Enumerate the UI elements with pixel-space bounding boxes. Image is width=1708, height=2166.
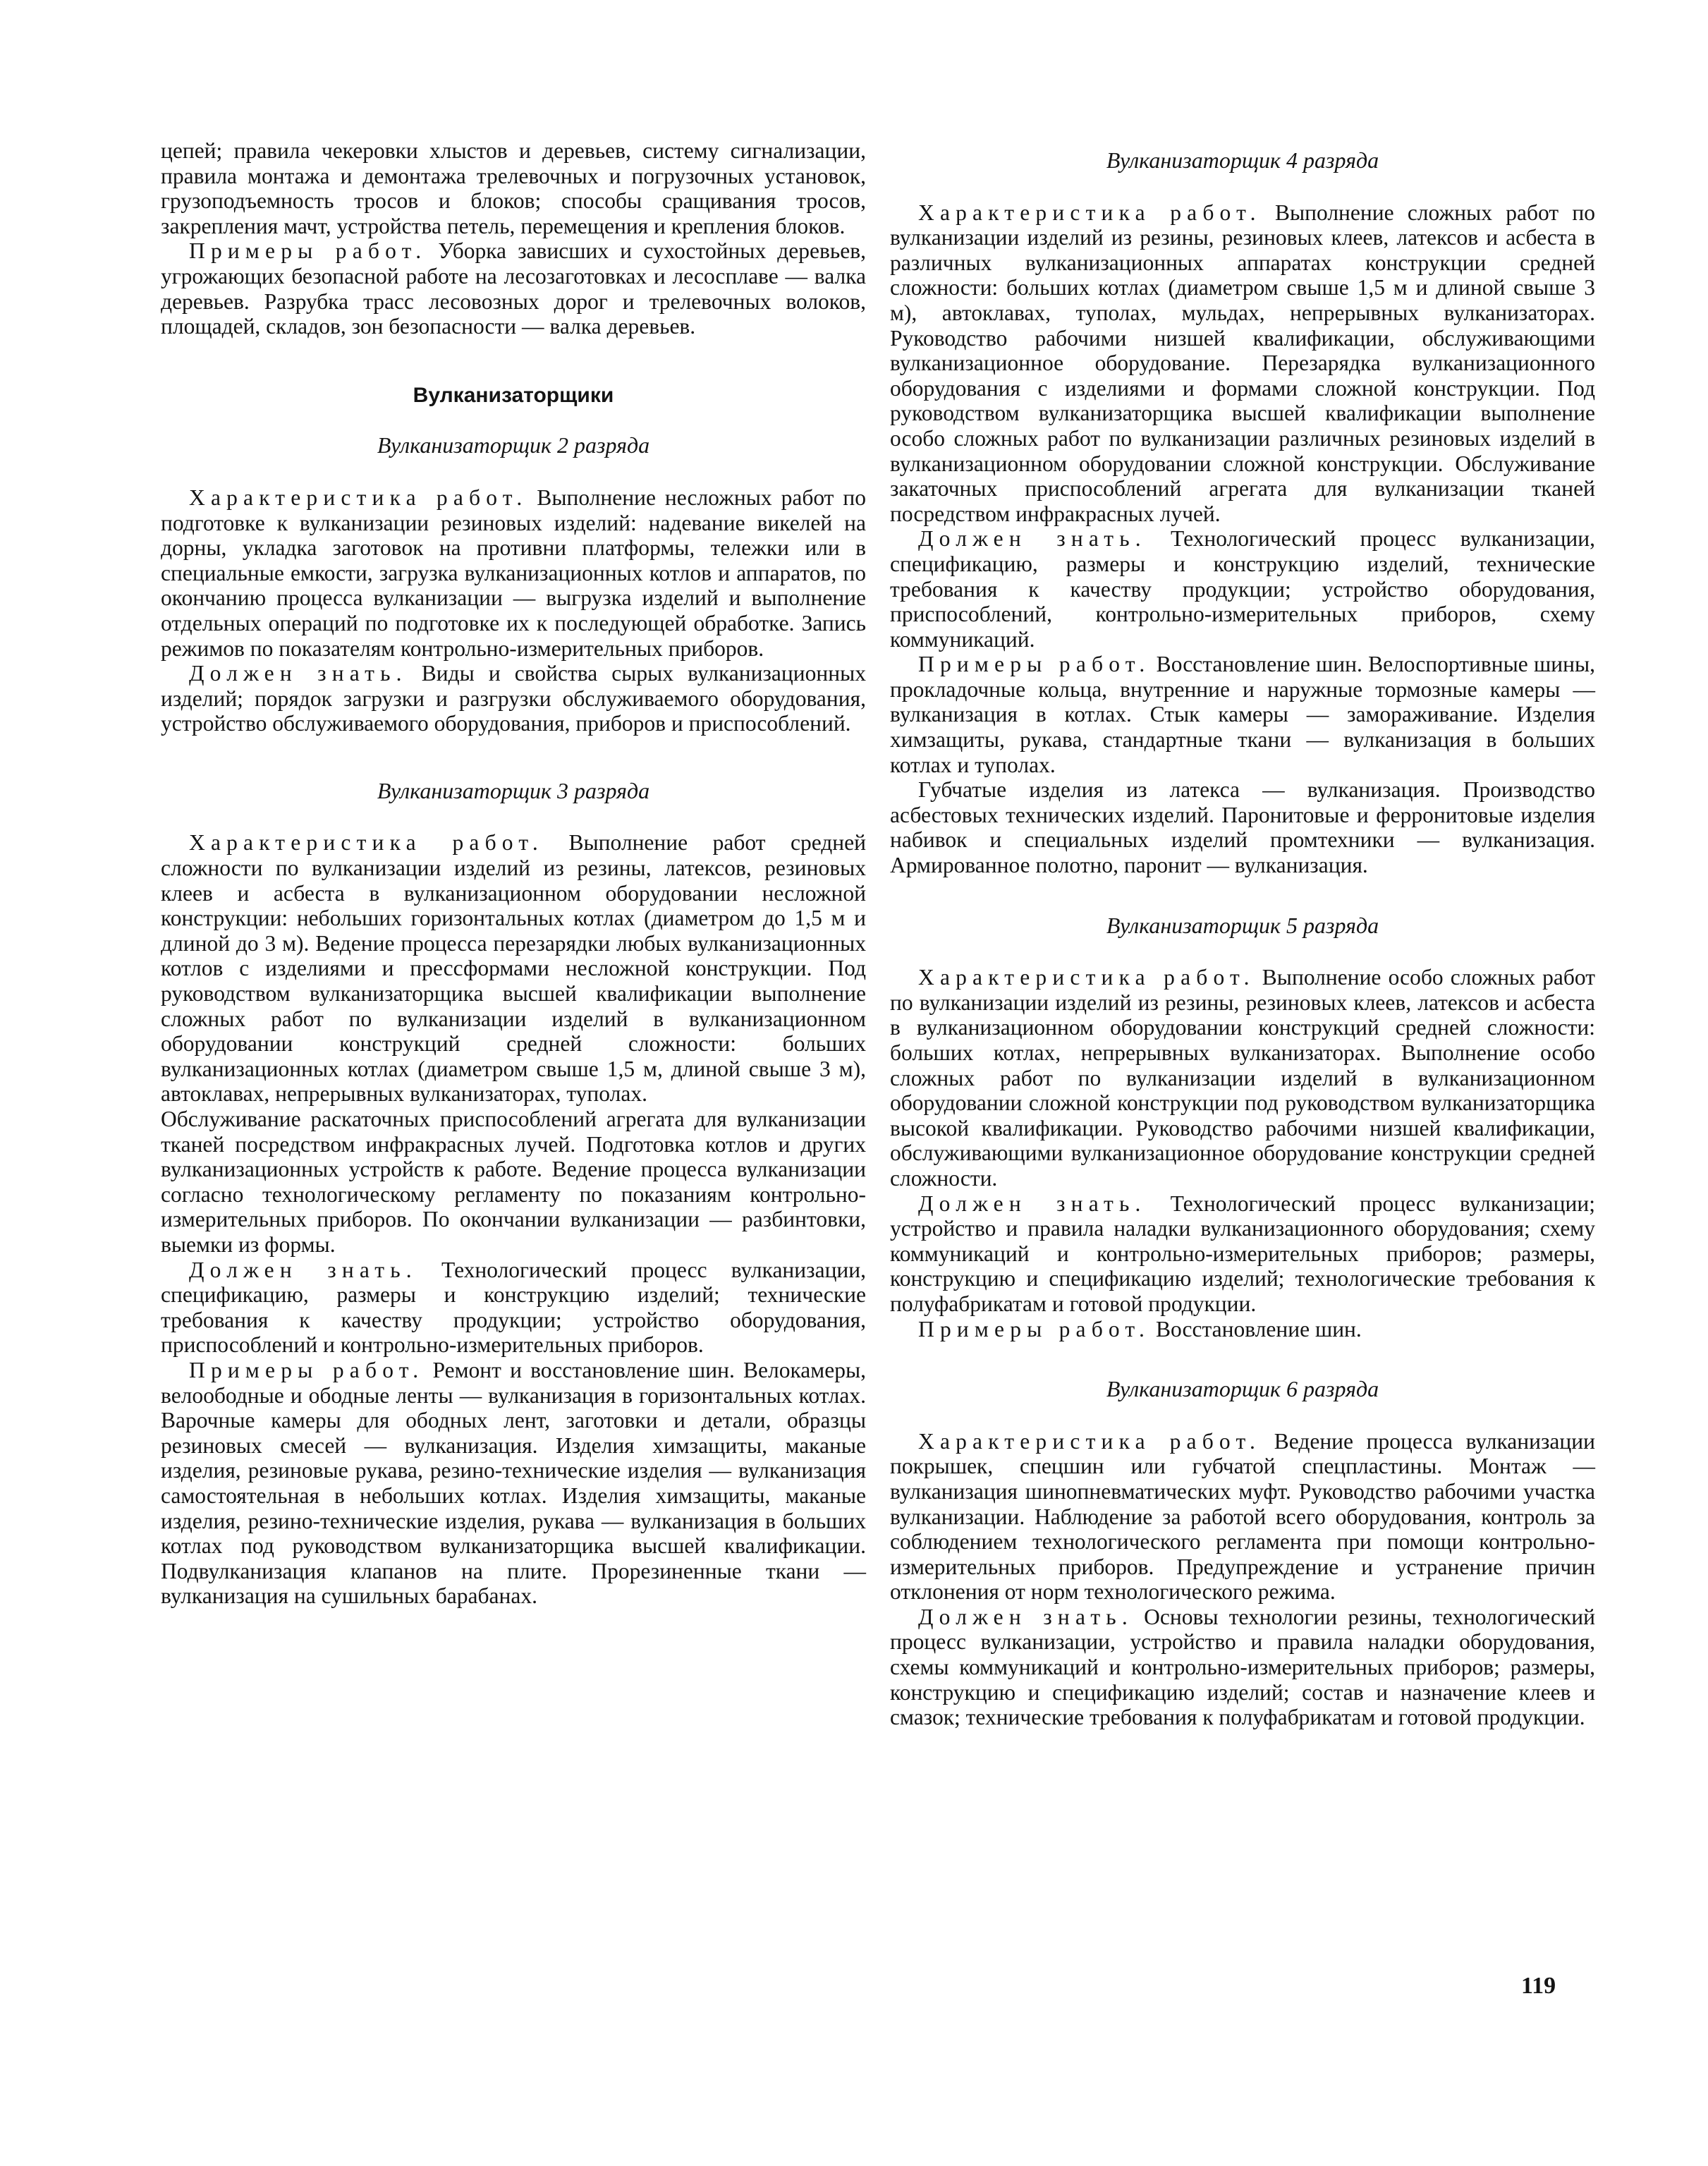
left-column <box>161 138 866 1609</box>
grade-6-char-lead: Характеристика работ. <box>918 1428 1262 1454</box>
grade-4-char-lead: Характеристика работ. <box>918 200 1262 225</box>
grade-4-examples: Примеры работ. Восстановление шин. Велоспортивные шины, прокладочные кольца, внутренние и наружные тормозные камеры — вулканизация в котлах. Стык камеры — замораживание. Изделия химзащиты, рукава, стандартные ткани — вулканизация в больших котлах и туполах. <box>890 652 1596 777</box>
grade-4-title: Вулканизаторщик 4 разряда <box>1106 147 1379 173</box>
grade-6-knowledge: Должен знать. Основы технологии резины, технологический процесс вулканизации, устройство и правила наладки оборудования, схемы коммуникаций и контрольно-измерительных приборов; размеры, конструкцию и спецификацию изделий; состав и назначение клеев и смазок; технические требования к полуфабрикатам и готовой продукции. <box>890 1604 1595 1730</box>
grade-3-characteristics: Характеристика работ. Выполнение работ средней сложности по вулканизации изделий из резины, латексов, резиновых клеев и асбеста в вулканизационном оборудовании несложной конструкции: небольших горизонтальных котлах (диаметром до 1,5 м и длиной до 3 м). Ведение процесса перезарядки любых вулканизационных котлов с изделиями и прессформами несложной конструкции. Под руководством вулканизаторщика высшей квалификации выполнение сложных работ по вулканизации изделий в вулканизационном оборудовании конструкций средней сложности: больших вулканизационных котлах (диаметром свыше 1,5 м, длиной свыше 3 м), автоклавах, непрерывных вулканизаторах, туполах. <box>161 830 866 1107</box>
grade-3-examples-lead: Примеры работ. <box>189 1357 425 1382</box>
intro-examples-paragraph: Примеры работ. Уборка зависших и сухостойных деревьев, угрожающих безопасной работе на лесозаготовках и лесосплаве — валка деревьев. Разрубка трасс лесовозных дорог и трелевочных волоков, площадей, складов, зон безопасности — валка деревьев. <box>161 238 866 339</box>
grade-4-know-lead: Должен знать. <box>918 526 1147 552</box>
grade-5-title: Вулканизаторщик 5 разряда <box>1106 912 1379 938</box>
grade-6-characteristics: Характеристика работ. Ведение процесса вулканизации покрышек, спецшин или губчатой спецпластины. Монтаж — вулканизация шинопневматических муфт. Руководство рабочими участка вулканизации. Наблюдение за работой всего оборудования, контроль за соблюдением технологического регламента при помощи контрольно-измерительных приборов. Предупреждение и устранение причин отклонения от норм технологического режима. <box>890 1428 1595 1605</box>
grade-3-title: Вулканизаторщик 3 разряда <box>377 777 650 803</box>
grade-5-characteristics: Характеристика работ. Выполнение особо сложных работ по вулканизации изделий из резины, резиновых клеев, латексов и асбеста в вулканизационном оборудовании конструкций средней сложности: больших котлах, непрерывных вулканизаторах. Выполнение особо сложных работ по вулканизации изделий в вулканизационном оборудовании сложной конструкции под руководством вулканизаторщика высокой квалификации. Руководство рабочими низшей квалификации, обслуживающими вулканизационное оборудование конструкции средней сложности. <box>890 965 1595 1191</box>
grade-2-know-lead: Должен знать. <box>189 661 408 686</box>
grade-2-characteristics: Характеристика работ. Выполнение несложных работ по подготовке к вулканизации резиновых изделий: надевание викелей на дорны, укладка заготовок на противни платформы, тележки или в специальные емкости, загрузка вулканизационных котлов и аппаратов, по окончанию процесса вулканизации — выгрузка изделий и выполнение отдельных операций по подготовке их к последующей обработке. Запись режимов по показателям контрольно-измерительных приборов. <box>161 485 866 661</box>
grade-5-examples: Примеры работ. Восстановление шин. <box>918 1316 1362 1341</box>
grade-3-know-lead: Должен знать. <box>189 1257 417 1282</box>
right-column <box>890 148 1595 1730</box>
section-title: Вулканизаторщики <box>413 383 614 407</box>
grade-5-examples-lead: Примеры работ. <box>918 1316 1151 1341</box>
page-number: 119 <box>1521 1973 1556 1999</box>
intro-examples-lead: Примеры работ. <box>189 238 427 264</box>
grade-2-knowledge: Должен знать. Виды и свойства сырых вулканизационных изделий; порядок загрузки и разгрузки обслуживаемого оборудования, устройство обслуживаемого оборудования, приборов и приспособлений. <box>161 661 866 736</box>
grade-4-examples-lead: Примеры работ. <box>918 652 1151 677</box>
grade-2-char-lead: Характеристика работ. <box>189 485 528 510</box>
grade-3-characteristics-cont: Обслуживание раскаточных приспособлений агрегата для вулканизации тканей посредством инфракрасных лучей. Подготовка котлов и других вулканизационных устройств к работе. Ведение процесса вулканизации согласно технологическому регламенту по показаниям контрольно-измерительных приборов. По окончании вулканизации — разбинтовки, выемки из формы. <box>161 1107 866 1257</box>
grade-4-knowledge: Должен знать. Технологический процесс вулканизации, спецификацию, размеры и конструкцию изделий, технические требования к качеству продукции; устройство оборудования, приспособлений, контрольно-измерительных приборов, схему коммуникаций. <box>890 526 1596 652</box>
grade-2-title: Вулканизаторщик 2 разряда <box>377 432 650 458</box>
grade-6-know-lead: Должен знать. <box>918 1604 1133 1629</box>
grade-6-title: Вулканизаторщик 6 разряда <box>1106 1376 1379 1402</box>
grade-4-examples-cont: Губчатые изделия из латекса — вулканизация. Производство асбестовых технических изделий. Паронитовые и ферронитовые изделия набивок и специальных изделий промтехники — вулканизация. Армированное полотно, паронит — вулканизация. <box>890 777 1595 878</box>
grade-5-char-lead: Характеристика работ. <box>918 965 1255 990</box>
grade-3-char-lead: Характеристика работ. <box>189 830 544 856</box>
intro-continuation: цепей; правила чекеровки хлыстов и деревьев, систему сигнализации, правила монтажа и демонтажа трелевочных и погрузочных установок, грузоподъемность тросов и блоков; способы сращивания тросов, закрепления мачт, устройства петель, перемещения и крепления блоков. <box>161 138 866 238</box>
grade-5-know-lead: Должен знать. <box>918 1191 1147 1216</box>
grade-5-knowledge: Должен знать. Технологический процесс вулканизации; устройство и правила наладки вулканизационного оборудования; схему коммуникаций и контрольно-измерительных приборов; размеры, конструкцию и спецификацию изделий; технологические требования к полуфабрикатам и готовой продукции. <box>890 1191 1595 1316</box>
grade-3-examples: Примеры работ. Ремонт и восстановление шин. Велокамеры, велоободные и ободные ленты — вулканизация в горизонтальных котлах. Варочные камеры для ободных лент, заготовки и детали, образцы резиновых смесей — вулканизация. Изделия химзащиты, маканые изделия, резиновые рукава, резино-технические изделия — вулканизация самостоятельная в небольших котлах. Изделия химзащиты, маканые изделия, резино-технические изделия, рукава — вулканизация в больших котлах под руководством вулканизаторщика высшей квалификации. Подвулканизация клапанов на плите. Прорезиненные ткани — вулканизация на сушильных барабанах. <box>161 1357 866 1609</box>
grade-4-characteristics: Характеристика работ. Выполнение сложных работ по вулканизации изделий из резины, резиновых клеев, латексов и асбеста в различных вулканизационных аппаратах конструкции средней сложности: больших котлах (диаметром свыше 1,5 м и длиной свыше 3 м), автоклавах, туполах, мульдах, непрерывных вулканизаторах. Руководство рабочими низшей квалификации, обслуживающими вулканизационное оборудование. Перезарядка вулканизационного оборудования с изделиями и формами сложной конструкции. Под руководством вулканизаторщика высшей квалификации выполнение особо сложных работ по вулканизации различных резиновых изделий в вулканизационном оборудовании сложной конструкции. Обслуживание закаточных приспособлений агрегата для вулканизации тканей посредством инфракрасных лучей. <box>890 200 1595 526</box>
grade-3-knowledge: Должен знать. Технологический процесс вулканизации, спецификацию, размеры и конструкцию изделий; технические требования к качеству продукции; устройство оборудования, приспособлений и контрольно-измерительных приборов. <box>161 1257 867 1358</box>
